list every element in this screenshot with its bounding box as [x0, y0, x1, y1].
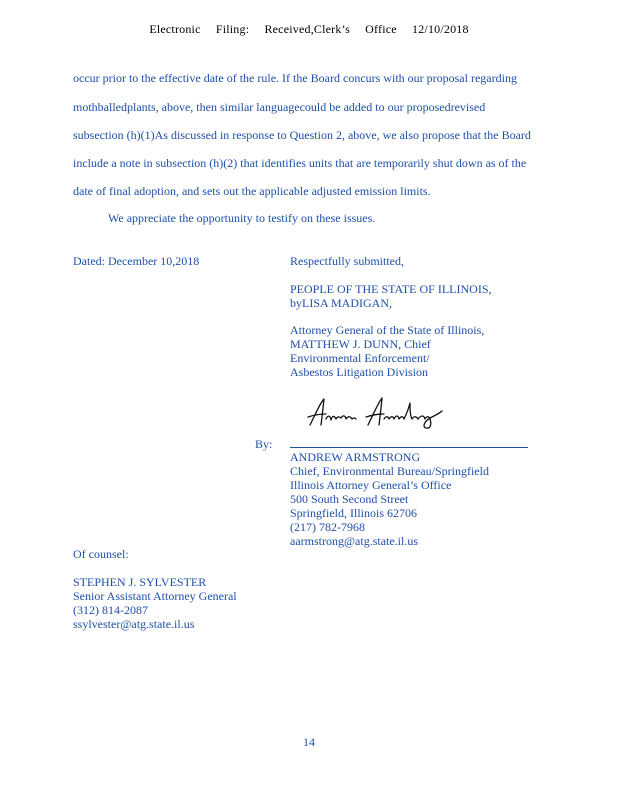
body-line-2: mothballedplants, above, then similar languagecould be added to our proposedrevised [73, 100, 486, 114]
ag-line: MATTHEW J. DUNN, Chief [290, 337, 431, 351]
body-line-3: subsection (h)(1)As discussed in response to Question 2, above, we also propose that the Board [73, 128, 531, 142]
respectfully-submitted: Respectfully submitted, [290, 254, 404, 268]
people-line: PEOPLE OF THE STATE OF ILLINOIS, [290, 282, 492, 296]
counsel-block [73, 575, 237, 631]
party-block [290, 282, 492, 310]
signer-block [290, 450, 489, 548]
signer-line: Springfield, Illinois 62706 [290, 506, 417, 520]
ag-line: Attorney General of the State of Illinois, [290, 323, 485, 337]
header-received: Received,Clerk’s [264, 22, 350, 36]
body-line-5: date of final adoption, and sets out the applicable adjusted emission limits. [73, 184, 431, 198]
signer-line: ANDREW ARMSTRONG [290, 450, 421, 464]
signer-line: Illinois Attorney General’s Office [290, 478, 452, 492]
body-line-4: include a note in subsection (h)(2) that identifies units that are temporarily shut down as of the [73, 156, 527, 170]
signer-line: Chief, Environmental Bureau/Springfield [290, 464, 489, 478]
header-electronic: Electronic [149, 22, 201, 36]
by-lisa-line: byLISA MADIGAN, [290, 296, 392, 310]
ag-line: Asbestos Litigation Division [290, 365, 428, 379]
appreciation-line: We appreciate the opportunity to testify on these issues. [108, 211, 376, 225]
of-counsel-label: Of counsel: [73, 547, 129, 561]
attorney-general-block [290, 323, 484, 379]
signature-line [290, 447, 528, 448]
counsel-line: STEPHEN J. SYLVESTER [73, 575, 207, 589]
counsel-line: ssylvester@atg.state.il.us [73, 617, 195, 631]
ag-line: Environmental Enforcement/ [290, 351, 430, 365]
counsel-line: (312) 814-2087 [73, 603, 148, 617]
header-office: Office [365, 22, 397, 36]
dated-line: Dated: December 10,2018 [73, 254, 200, 268]
header-filing: Filing: [215, 22, 250, 36]
page-number: 14 [303, 735, 315, 749]
counsel-line: Senior Assistant Attorney General [73, 589, 237, 603]
handwritten-signature [306, 395, 446, 431]
signer-line: (217) 782-7968 [290, 520, 365, 534]
body-line-1: occur prior to the effective date of the rule. If the Board concurs with our proposal regarding [73, 71, 517, 85]
signer-line: 500 South Second Street [290, 492, 409, 506]
header-date: 12/10/2018 [412, 22, 469, 36]
filing-stamp-header [0, 22, 618, 37]
signer-line: aarmstrong@atg.state.il.us [290, 534, 419, 548]
by-label: By: [255, 437, 273, 451]
